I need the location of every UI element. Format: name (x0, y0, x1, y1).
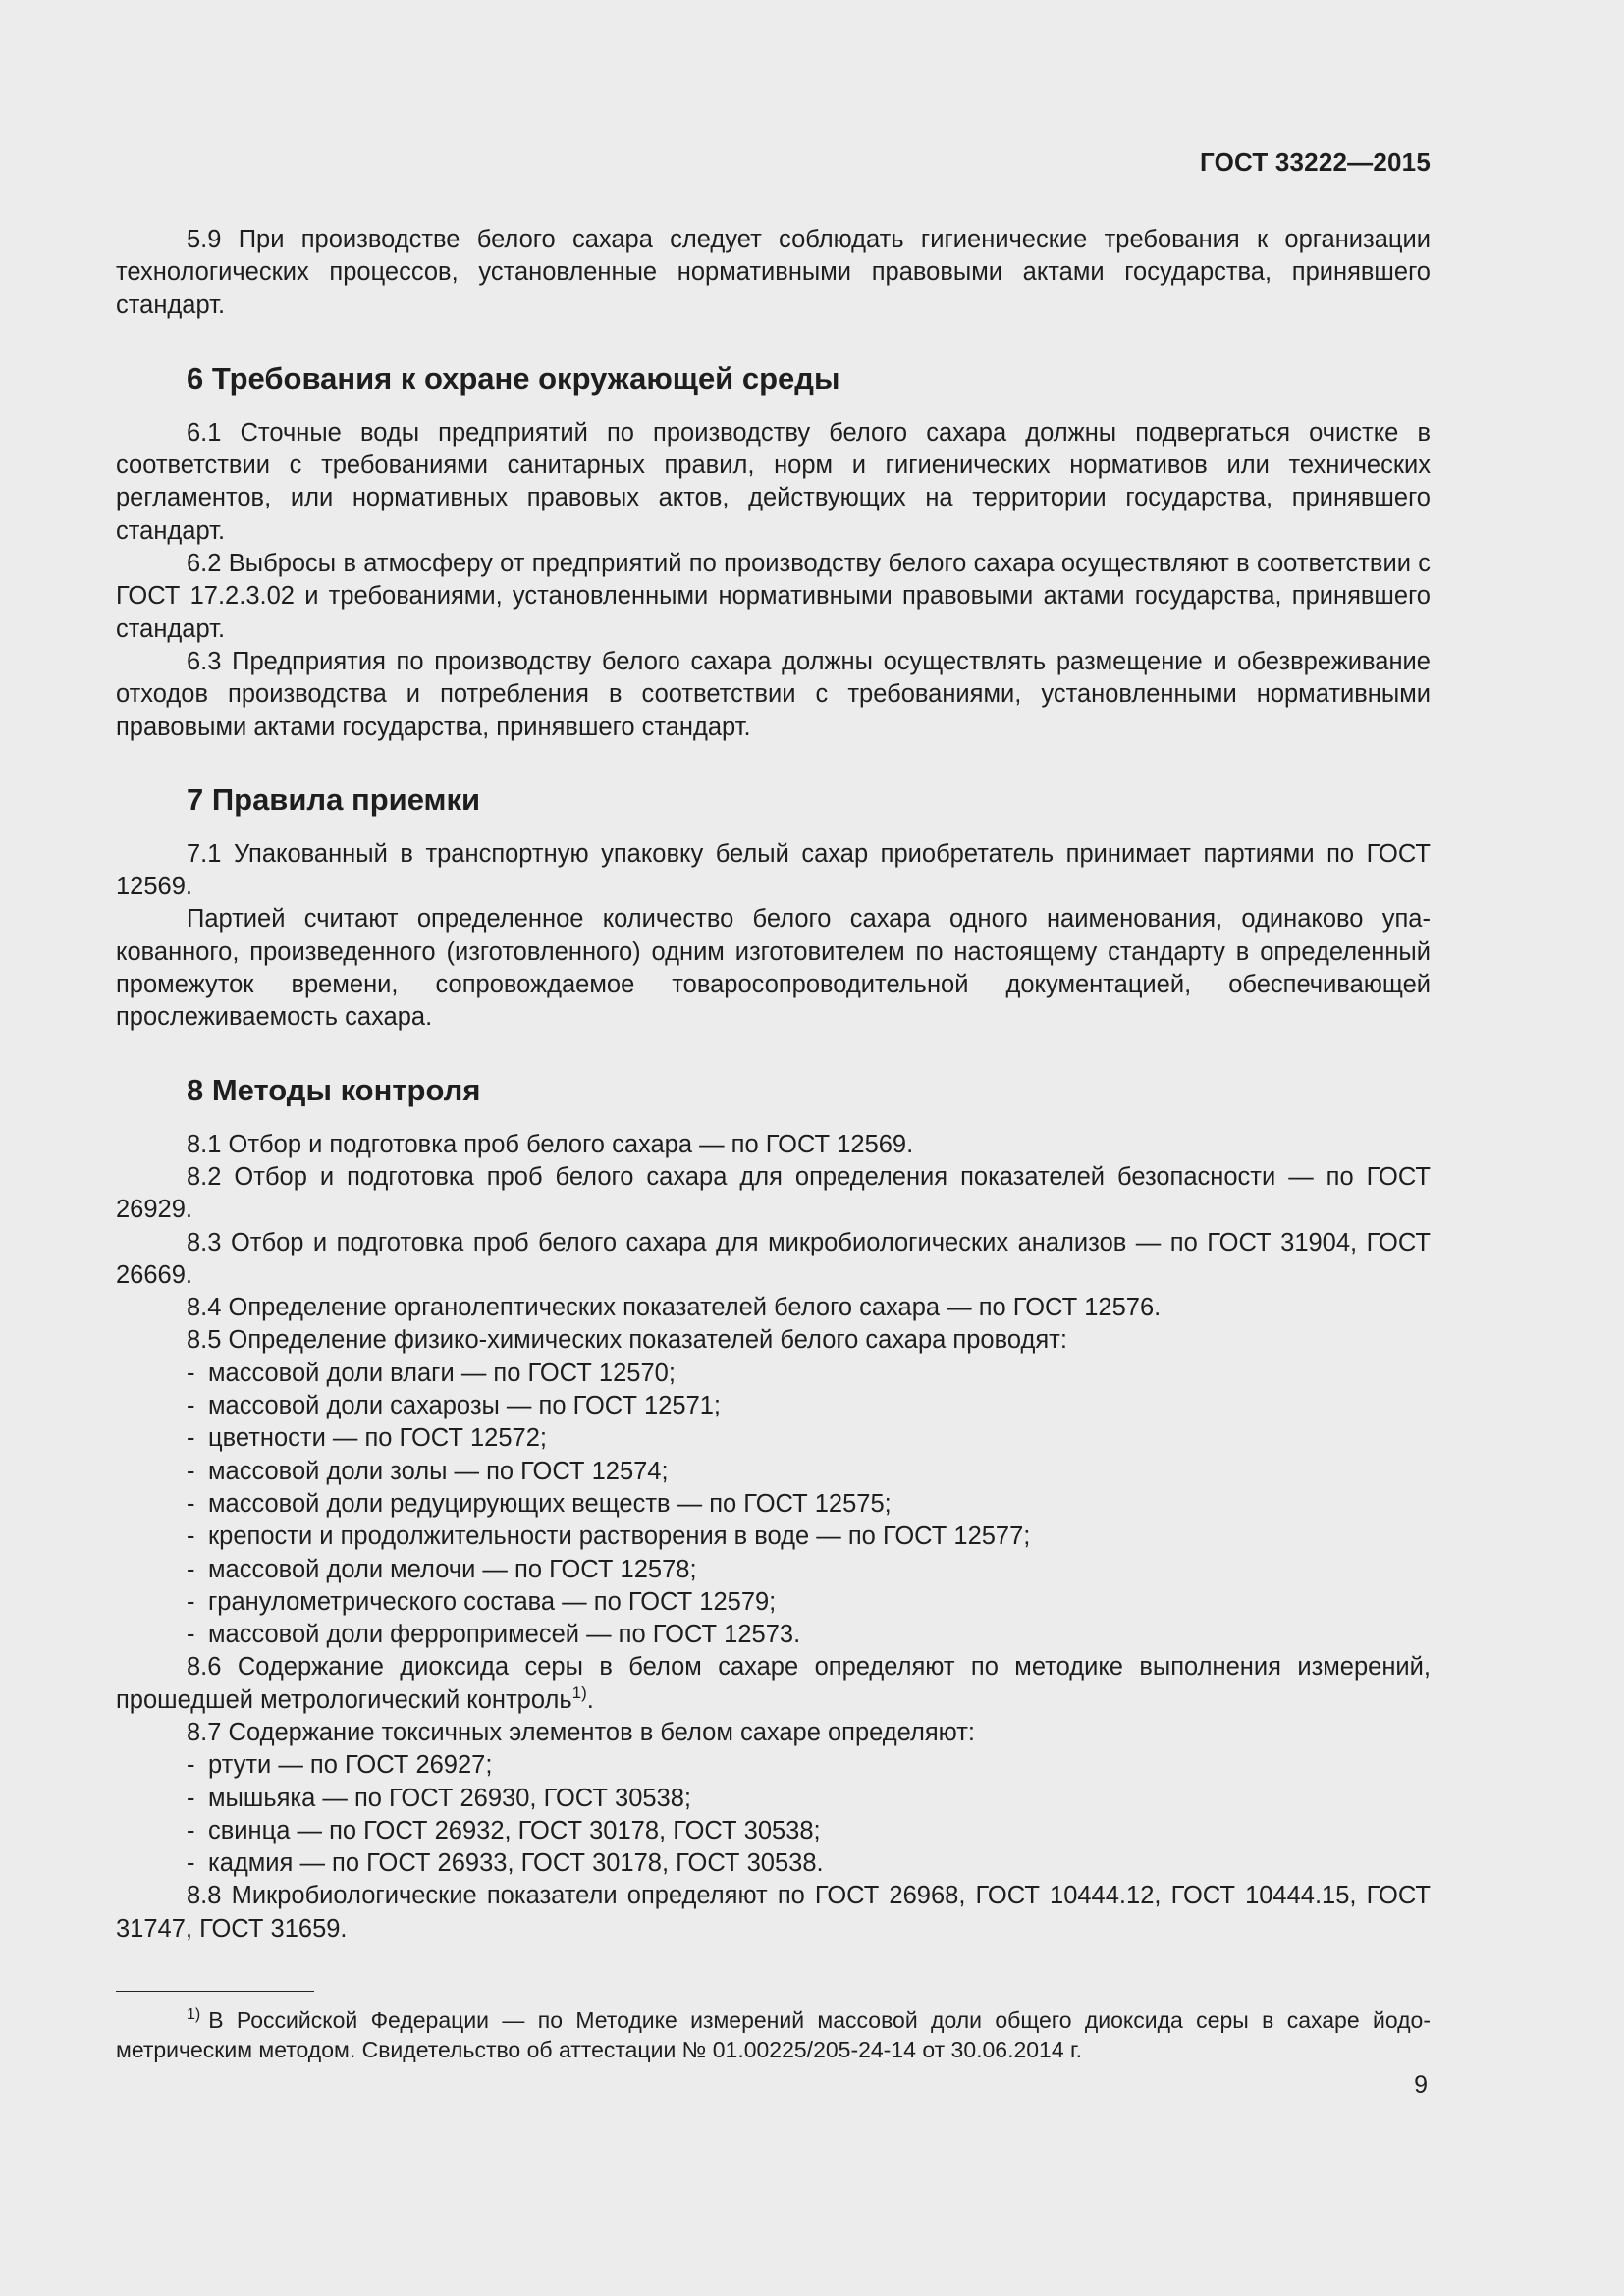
list-item: - кадмия — по ГОСТ 26933, ГОСТ 30178, ГОСТ 30538. (116, 1847, 1431, 1880)
paragraph-8-3: 8.3 Отбор и подготовка проб белого сахара для микробиологических анализов — по ГОСТ 31904, ГОСТ 26669. (116, 1228, 1431, 1289)
paragraph-8-4: 8.4 Определение органолептических показателей белого сахара — по ГОСТ 12576. (187, 1294, 1162, 1322)
section-8-title: 8 Методы контроля (187, 1072, 481, 1107)
list-item: - массовой доли ферропримесей — по ГОСТ 12573. (116, 1619, 1431, 1651)
list-dash: - (187, 1816, 195, 1844)
section-6-title: 6 Требования к охране окружающей среды (187, 360, 840, 396)
list-item: - массовой доли редуцирующих веществ — по ГОСТ 12575; (116, 1488, 1431, 1521)
section-7-title: 7 Правила приемки (187, 781, 481, 817)
list-8-5 (116, 1358, 1431, 1652)
list-item: - цветности — по ГОСТ 12572; (116, 1422, 1431, 1455)
footnote (116, 2005, 1431, 2064)
document-body (116, 224, 1431, 1946)
paragraph-8-8: 8.8 Микробиологические показатели определяют по ГОСТ 26968, ГОСТ 10444.12, ГОСТ 10444.15, ГОСТ 31747, ГОСТ 31659. (116, 1882, 1431, 1943)
paragraph-8-5: 8.5 Определение физико-химических показателей белого сахара проводят: (187, 1326, 1067, 1355)
paragraph-6-2: 6.2 Выбросы в атмосферу от предприятий по производству белого сахара осуществляют в соответствии с ГОСТ 17.2.3.02 и требованиями, установленными нормативными правовыми актами государства, принявшего стандарт. (116, 550, 1431, 643)
document-code-header: ГОСТ 33222—2015 (1200, 147, 1431, 177)
list-item: - крепости и продолжительности растворения в воде — по ГОСТ 12577; (116, 1521, 1431, 1553)
list-dash: - (187, 1457, 195, 1485)
list-dash: - (187, 1424, 195, 1453)
paragraph-6-1: 6.1 Сточные воды предприятий по производству белого сахара должны подвергаться очистке в соответствии с требованиями санитарных правил, норм и гигиенических нормативов или технических регламентов, или нормативных правовых актов, действующих на территории государства, принявшего стандарт. (116, 418, 1431, 545)
list-dash: - (187, 1621, 195, 1649)
list-dash: - (187, 1555, 195, 1583)
list-dash: - (187, 1751, 195, 1780)
footnote-divider (116, 1991, 314, 1992)
list-dash: - (187, 1392, 195, 1420)
list-dash: - (187, 1522, 195, 1551)
list-dash: - (187, 1849, 195, 1878)
list-dash: - (187, 1587, 195, 1616)
list-item: - массовой доли золы — по ГОСТ 12574; (116, 1456, 1431, 1488)
list-dash: - (187, 1784, 195, 1812)
paragraph-8-7: 8.7 Содержание токсичных элементов в белом сахаре определяют: (187, 1718, 976, 1746)
paragraph-6-3: 6.3 Предприятия по производству белого сахара должны осуществлять размещение и обезвреживание отходов производства и потребления в соответствии с требованиями, установленными нормативными правовыми актами государства, принявшего стандарт. (116, 647, 1431, 741)
list-dash: - (187, 1489, 195, 1518)
footnote-reference[interactable]: 1) (571, 1682, 587, 1702)
page-number: 9 (1414, 2071, 1428, 2099)
footnote-marker: 1) (187, 2006, 201, 2023)
paragraph-7-1: 7.1 Упакованный в транспортную упаковку белый сахар приобретатель принимает партиями по ГОСТ 12569. (116, 839, 1431, 901)
paragraph-5-9: 5.9 При производстве белого сахара следует соблюдать гигиенические требования к организации технологических процессов, установленные нормативными правовыми актами государства, принявшего стандарт. (116, 226, 1431, 319)
paragraph-8-6: 8.6 Содержание диоксида серы в белом сахаре определяют по методике выполнения измерений, прошедшей метрологический контроль$^{1)}$. (116, 1653, 1431, 1714)
list-item: - гранулометрического состава — по ГОСТ 12579; (116, 1586, 1431, 1619)
list-dash: - (187, 1359, 195, 1387)
list-item: - ртути — по ГОСТ 26927; (116, 1749, 1431, 1782)
footnote-text: В Российской Федерации — по Методике измерений массовой доли общего диоксида серы в сахаре йодометрическим методом. Свидетельство об аттестации № 01.00225/205-24-14 от 30.06.2014 г. (116, 2007, 1431, 2062)
list-item: - свинца — по ГОСТ 26932, ГОСТ 30178, ГОСТ 30538; (116, 1815, 1431, 1847)
list-item: - массовой доли влаги — по ГОСТ 12570; (116, 1358, 1431, 1390)
list-item: - массовой доли мелочи — по ГОСТ 12578; (116, 1554, 1431, 1586)
list-item: - мышьяка — по ГОСТ 26930, ГОСТ 30538; (116, 1783, 1431, 1815)
paragraph-8-2: 8.2 Отбор и подготовка проб белого сахара для определения показателей безопасности — по ГОСТ 26929. (116, 1162, 1431, 1224)
paragraph-7-1-lot: Партией считают определенное количество белого сахара одного наименования, одинаково упакованного, произведенного (изготовленного) одним изготовителем по настоящему стандарту в определенный промежуток времени, сопровождаемое товаросопроводительной документацией, обеспечивающей прослеживаемость сахара. (116, 905, 1431, 1032)
paragraph-8-1: 8.1 Отбор и подготовка проб белого сахара — по ГОСТ 12569. (187, 1130, 914, 1158)
list-item: - массовой доли сахарозы — по ГОСТ 12571; (116, 1390, 1431, 1422)
list-8-7 (116, 1749, 1431, 1880)
